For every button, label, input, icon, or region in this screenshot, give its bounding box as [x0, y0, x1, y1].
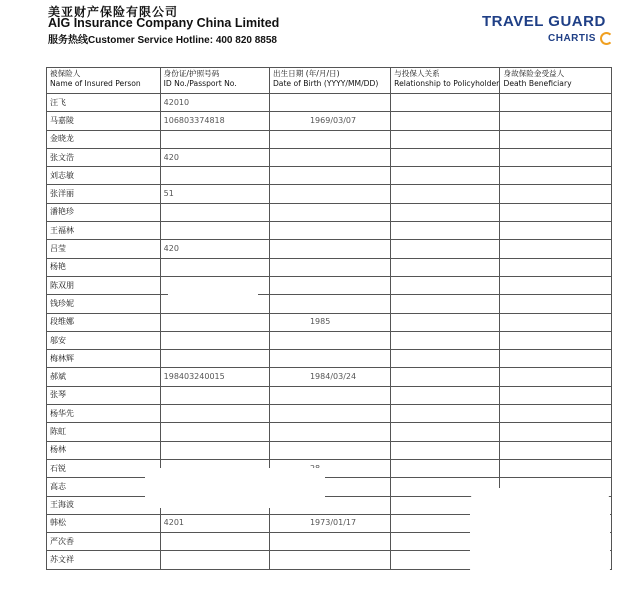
birth-date-cell	[269, 441, 390, 459]
table-row	[47, 203, 612, 221]
table-row	[47, 240, 612, 258]
id-number-cell	[160, 130, 269, 148]
birth-date-cell	[269, 551, 390, 569]
table-row	[47, 350, 612, 368]
redaction-mark	[145, 468, 325, 508]
birth-date-cell: 1973/01/17	[269, 514, 390, 532]
column-header-name: 被保险人 Name of Insured Person	[47, 68, 161, 94]
table-row	[47, 185, 612, 203]
relationship-cell	[391, 423, 500, 441]
birth-date-cell	[269, 94, 390, 112]
relationship-cell	[391, 148, 500, 166]
beneficiary-cell	[500, 276, 612, 294]
id-number-cell	[160, 222, 269, 240]
company-name-en: AIG Insurance Company China Limited	[48, 16, 280, 30]
relationship-cell	[391, 331, 500, 349]
insured-name-cell: 苏文祥	[47, 551, 161, 569]
birth-date-cell	[269, 405, 390, 423]
birth-date-cell	[269, 185, 390, 203]
insured-name-cell: 汪飞	[47, 94, 161, 112]
insured-name-cell: 钱珍妮	[47, 295, 161, 313]
id-number-cell	[160, 441, 269, 459]
beneficiary-cell	[500, 386, 612, 404]
insured-name-cell: 潘艳珍	[47, 203, 161, 221]
id-number-cell	[160, 533, 269, 551]
table-row	[47, 368, 612, 386]
birth-date-cell	[269, 148, 390, 166]
insured-name-cell: 王海波	[47, 496, 161, 514]
birth-date-cell	[269, 203, 390, 221]
table-row	[47, 295, 612, 313]
insured-name-cell: 石锐	[47, 459, 161, 477]
relationship-cell	[391, 203, 500, 221]
redaction-mark	[470, 488, 610, 583]
table-row	[47, 148, 612, 166]
table-row	[47, 423, 612, 441]
chartis-mark-icon	[600, 32, 613, 45]
redaction-mark	[168, 278, 258, 308]
table-row	[47, 405, 612, 423]
id-number-cell: 420	[160, 240, 269, 258]
company-name-cn: 美亚财产保险有限公司	[48, 5, 179, 19]
beneficiary-cell	[500, 203, 612, 221]
hotline	[48, 31, 277, 46]
birth-date-cell	[269, 350, 390, 368]
beneficiary-cell	[500, 185, 612, 203]
id-number-cell: 51	[160, 185, 269, 203]
beneficiary-cell	[500, 350, 612, 368]
birth-date-cell: 1969/03/07	[269, 112, 390, 130]
column-header-beneficiary: 身故保险金受益人 Death Beneficiary	[500, 68, 612, 94]
insured-name-cell: 张琴	[47, 386, 161, 404]
beneficiary-cell	[500, 405, 612, 423]
birth-date-cell: 1985	[269, 313, 390, 331]
relationship-cell	[391, 313, 500, 331]
id-number-cell	[160, 258, 269, 276]
beneficiary-cell	[500, 240, 612, 258]
insured-name-cell: 陈双朋	[47, 276, 161, 294]
relationship-cell	[391, 441, 500, 459]
column-header-relationship: 与投保人关系 Relationship to Policyholder	[391, 68, 500, 94]
insured-name-cell: 金晓龙	[47, 130, 161, 148]
birth-date-cell	[269, 130, 390, 148]
insured-name-cell: 吕莹	[47, 240, 161, 258]
insured-name-cell: 严次香	[47, 533, 161, 551]
table-row	[47, 222, 612, 240]
chartis-logo: CHARTIS	[548, 33, 596, 44]
beneficiary-cell	[500, 295, 612, 313]
table-row	[47, 386, 612, 404]
birth-date-cell	[269, 331, 390, 349]
relationship-cell	[391, 258, 500, 276]
table-row	[47, 112, 612, 130]
relationship-cell	[391, 185, 500, 203]
relationship-cell	[391, 405, 500, 423]
relationship-cell	[391, 276, 500, 294]
id-number-cell	[160, 203, 269, 221]
relationship-cell	[391, 167, 500, 185]
relationship-cell	[391, 130, 500, 148]
table-row	[47, 313, 612, 331]
beneficiary-cell	[500, 331, 612, 349]
table-row	[47, 459, 612, 477]
id-number-cell	[160, 350, 269, 368]
relationship-cell	[391, 295, 500, 313]
insured-name-cell: 高志	[47, 478, 161, 496]
insured-name-cell: 梅林辉	[47, 350, 161, 368]
id-number-cell	[160, 423, 269, 441]
hotline-label-cn: 服务热线	[48, 35, 88, 46]
hotline-text: Customer Service Hotline: 400 820 8858	[88, 35, 277, 46]
insured-name-cell: 杨艳	[47, 258, 161, 276]
birth-date-cell	[269, 423, 390, 441]
id-number-cell	[160, 313, 269, 331]
beneficiary-cell	[500, 130, 612, 148]
birth-date-cell	[269, 276, 390, 294]
insured-name-cell: 陈虹	[47, 423, 161, 441]
beneficiary-cell	[500, 167, 612, 185]
id-number-cell	[160, 386, 269, 404]
insured-name-cell: 马嘉陵	[47, 112, 161, 130]
birth-date-cell	[269, 222, 390, 240]
insured-name-cell: 杨林	[47, 441, 161, 459]
beneficiary-cell	[500, 94, 612, 112]
relationship-cell	[391, 459, 500, 477]
insured-name-cell: 张洋丽	[47, 185, 161, 203]
column-header-id: 身份证/护照号码 ID No./Passport No.	[160, 68, 269, 94]
beneficiary-cell	[500, 148, 612, 166]
table-row	[47, 167, 612, 185]
beneficiary-cell	[500, 368, 612, 386]
relationship-cell	[391, 94, 500, 112]
relationship-cell	[391, 386, 500, 404]
beneficiary-cell	[500, 258, 612, 276]
birth-date-cell	[269, 258, 390, 276]
id-number-cell: 420	[160, 148, 269, 166]
insured-name-cell: 邬安	[47, 331, 161, 349]
table-row	[47, 276, 612, 294]
travel-guard-logo: TRAVEL GUARD	[482, 13, 606, 30]
insured-name-cell: 段维娜	[47, 313, 161, 331]
table-row	[47, 441, 612, 459]
id-number-cell	[160, 405, 269, 423]
birth-date-cell	[269, 295, 390, 313]
birth-date-cell	[269, 386, 390, 404]
birth-date-cell	[269, 240, 390, 258]
id-number-cell: 198403240015	[160, 368, 269, 386]
table-row	[47, 258, 612, 276]
id-number-cell	[160, 167, 269, 185]
beneficiary-cell	[500, 423, 612, 441]
id-number-cell	[160, 331, 269, 349]
id-number-cell: 42010	[160, 94, 269, 112]
table-header-row	[47, 68, 612, 94]
relationship-cell	[391, 350, 500, 368]
beneficiary-cell	[500, 441, 612, 459]
beneficiary-cell	[500, 222, 612, 240]
id-number-cell	[160, 551, 269, 569]
column-header-dob: 出生日期 (年/月/日) Date of Birth (YYYY/MM/DD)	[269, 68, 390, 94]
relationship-cell	[391, 368, 500, 386]
insured-name-cell: 王福林	[47, 222, 161, 240]
table-row	[47, 94, 612, 112]
relationship-cell	[391, 112, 500, 130]
id-number-cell: 106803374818	[160, 112, 269, 130]
insured-name-cell: 张文浩	[47, 148, 161, 166]
birth-date-cell	[269, 533, 390, 551]
table-row	[47, 331, 612, 349]
id-number-cell: 4201	[160, 514, 269, 532]
beneficiary-cell	[500, 112, 612, 130]
beneficiary-cell	[500, 459, 612, 477]
beneficiary-cell	[500, 313, 612, 331]
relationship-cell	[391, 222, 500, 240]
relationship-cell	[391, 240, 500, 258]
insured-name-cell: 韩松	[47, 514, 161, 532]
birth-date-cell	[269, 167, 390, 185]
table-row	[47, 130, 612, 148]
insured-name-cell: 郝斌	[47, 368, 161, 386]
insured-name-cell: 杨华先	[47, 405, 161, 423]
insured-name-cell: 刘志敏	[47, 167, 161, 185]
birth-date-cell: 1984/03/24	[269, 368, 390, 386]
